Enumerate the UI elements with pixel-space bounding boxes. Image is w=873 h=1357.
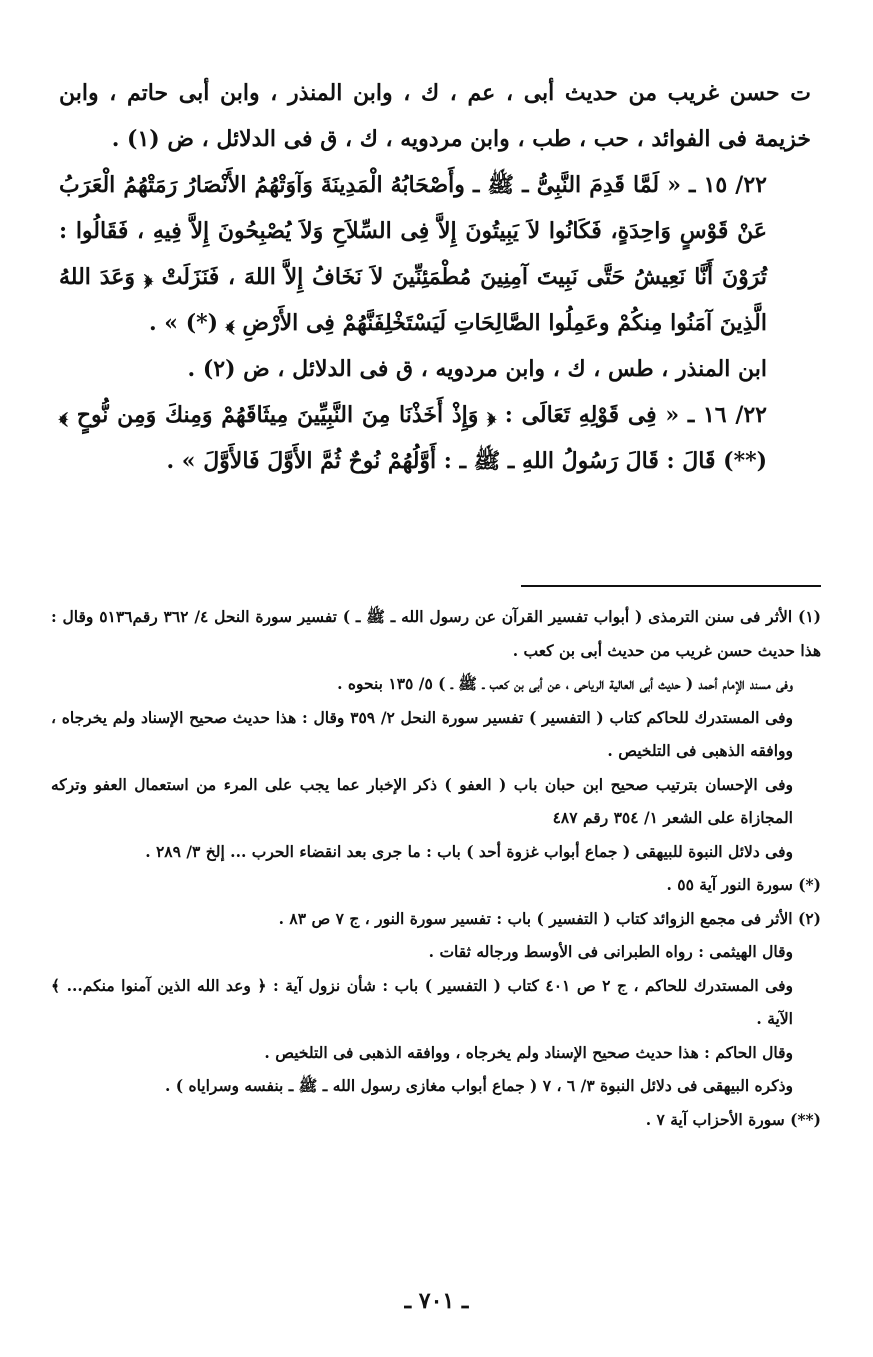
- hadith-15: ٢٢/ ١٥ ـ « لَمَّا قَدِمَ النَّبِىُّ ـ ﷺ ـ وأَصْحَابُهُ الْمَدِينَةَ وَآوَتْهُمُ الأَنْصَارُ رَمَتْهُمُ الْعَرَبُ عَنْ قَوْسٍ وَاحِدَةٍ، فَكَانُوا لاَ يَبِيتُونَ إِلاَّ فِى السِّلاَحِ وَلاَ يُصْبِحُونَ إِلاَّ فِيهِ ، فَقَالُوا : تُرَوْنَ أَنَّا نَعِيشُ حَتَّى نَبِيتَ آمِنِينَ مُطْمَئِنِّينَ لاَ نَخَافُ إِلاَّ اللهَ ، فَنَزَلَتْ ﴿ وَعَدَ اللهُ الَّذِينَ آمَنُوا مِنكُمْ وعَمِلُوا الصَّالِحَاتِ لَيَسْتَخْلِفَنَّهُمْ فِى الأَرْضِ ﴾ (*) » .: [59, 172, 767, 336]
- paragraph-citation-continued: ت حسن غريب من حديث أبى ، عم ، ك ، وابن المنذر ، وابن أبى حاتم ، وابن خزيمة فى الفوائد ، حب ، طب ، وابن مردويه ، ك ، ق فى الدلائل ، ض (١) .: [59, 80, 811, 152]
- footnote-1-musnad: وفى مسند الإمام أحمد ( حديث أبى العالية الرياحى ، عن أبى بن كعب ـ ﷺ ـ ) ٥/ ١٣٥ بنحوه .: [337, 674, 793, 693]
- footnote-2-bayhaqi: وذكره البيهقى فى دلائل النبوة ٣/ ٦ ، ٧ ( جماع أبواب مغازى رسول الله ـ ﷺ ـ بنفسه وسراياه ) .: [164, 1076, 793, 1095]
- footnote-double-star: (**) سورة الأحزاب آية ٧ .: [645, 1109, 821, 1129]
- footnote-star: (*) سورة النور آية ٥٥ .: [666, 875, 821, 894]
- hadith-16: ٢٢/ ١٦ ـ « فِى قَوْلِهِ تَعَالَى : ﴿ وَإِذْ أَخَذْنَا مِنَ النَّبِيِّينَ مِيثَاقَهُمْ وَمِنكَ وَمِن نُّوحٍ ﴾ (**) قَالَ : قَالَ رَسُولُ اللهِ ـ ﷺ ـ : أَوَّلُهُمْ نُوحٌ ثُمَّ الأَوَّلَ فَالأَوَّلَ » .: [59, 402, 767, 474]
- footnotes: [51, 600, 821, 1136]
- footnote-2-mustadrak: وفى المستدرك للحاكم ، ج ٢ ص ٤٠١ كتاب ( التفسير ) باب : شأن نزول آية : ﴿ وعد الله الذين آمنوا منكم... ﴾ الآية .: [51, 975, 793, 1028]
- footnote-2-hakim: وقال الحاكم : هذا حديث صحيح الإسناد ولم يخرجاه ، ووافقه الذهبى فى التلخيص .: [264, 1042, 793, 1062]
- footnote-2-haythami: وقال الهيثمى : رواه الطبرانى فى الأوسط ورجاله ثقات .: [428, 942, 793, 961]
- footnote-divider: [521, 585, 821, 587]
- footnote-1-dalail: وفى دلائل النبوة للبيهقى ( جماع أبواب غزوة أحد ) باب : ما جرى بعد انقضاء الحرب ... إلخ ٣/ ٢٨٩ .: [145, 841, 793, 861]
- page-number: ـ ٧٠١ ـ: [404, 1288, 469, 1314]
- footnote-1-mustadrak: وفى المستدرك للحاكم كتاب ( التفسير ) تفسير سورة النحل ٢/ ٣٥٩ وقال : هذا حديث صحيح الإسناد ولم يخرجاه ، ووافقه الذهبى فى التلخيص .: [51, 707, 793, 760]
- footnote-1-ihsan: وفى الإحسان بترتيب صحيح ابن حبان باب ( العفو ) ذكر الإخبار عما يجب على المرء من استعمال العفو وتركه المجازاة على الشعر ١/ ٣٥٤ رقم ٤٨٧: [51, 774, 793, 827]
- footnote-1: (١) الأثر فى سنن الترمذى ( أبواب تفسير القرآن عن رسول الله ـ ﷺ ـ ) تفسير سورة النحل ٤/ ٣٦٢ رقم٥١٣٦ وقال : هذا حديث حسن غريب من حديث أبى بن كعب .: [51, 607, 821, 660]
- footnote-2: (٢) الأثر فى مجمع الزوائد كتاب ( التفسير ) باب : تفسير سورة النور ، ج ٧ ص ٨٣ .: [278, 908, 821, 928]
- main-text: [59, 70, 811, 484]
- hadith-15-sources: ابن المنذر ، طس ، ك ، وابن مردويه ، ق فى الدلائل ، ض (٢) .: [187, 356, 767, 382]
